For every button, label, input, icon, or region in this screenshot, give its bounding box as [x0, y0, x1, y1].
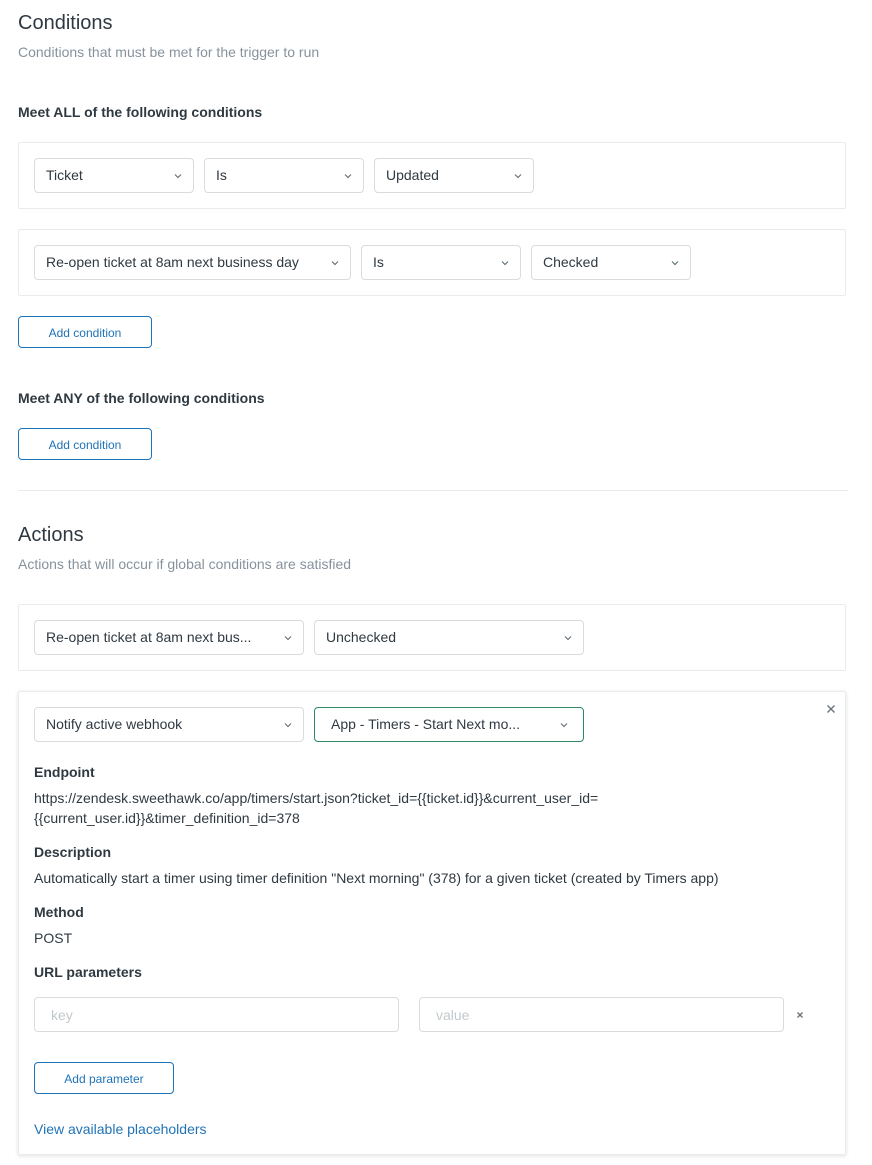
remove-action-button[interactable] [823, 701, 839, 717]
select-value: Is [373, 254, 384, 270]
chevron-down-icon [670, 258, 680, 268]
conditions-subtitle: Conditions that must be met for the trigger to run [18, 44, 320, 60]
select-value: Re-open ticket at 8am next business day [46, 254, 299, 270]
method-label: Method [34, 904, 84, 920]
condition-row [18, 229, 846, 296]
condition-value-select[interactable] [531, 245, 691, 280]
add-any-condition-button[interactable]: Add condition [18, 428, 152, 460]
condition-operator-select[interactable] [204, 158, 364, 193]
condition-value-select[interactable] [374, 158, 534, 193]
condition-field-select[interactable] [34, 158, 194, 193]
section-divider [18, 490, 848, 491]
close-icon [823, 701, 839, 717]
add-parameter-button[interactable]: Add parameter [34, 1062, 174, 1094]
action-row [18, 604, 846, 671]
chevron-down-icon [513, 171, 523, 181]
method-value: POST [34, 930, 73, 946]
select-value: Ticket [46, 167, 83, 183]
condition-field-select[interactable] [34, 245, 351, 280]
remove-param-button[interactable] [792, 1007, 808, 1023]
endpoint-label: Endpoint [34, 764, 95, 780]
chevron-down-icon [173, 171, 183, 181]
chevron-down-icon [283, 633, 293, 643]
param-key-input[interactable] [34, 997, 399, 1032]
endpoint-url-line2: {{current_user.id}}&timer_definition_id=378 [34, 810, 300, 826]
condition-row [18, 142, 846, 209]
webhook-action-panel [18, 691, 846, 1155]
webhook-select[interactable] [314, 707, 584, 742]
condition-operator-select[interactable] [361, 245, 521, 280]
description-label: Description [34, 844, 112, 860]
conditions-title: Conditions [18, 12, 113, 34]
chevron-down-icon [559, 720, 569, 730]
url-parameters-label: URL parameters [34, 964, 142, 980]
chevron-down-icon [343, 171, 353, 181]
chevron-down-icon [330, 258, 340, 268]
select-value: Notify active webhook [46, 716, 183, 732]
meet-any-heading: Meet ANY of the following conditions [18, 390, 265, 406]
chevron-down-icon [500, 258, 510, 268]
param-value-input[interactable] [419, 997, 784, 1032]
select-value: App - Timers - Start Next mo... [331, 716, 521, 732]
action-value-select[interactable] [314, 620, 584, 655]
actions-title: Actions [18, 524, 84, 546]
select-value: Checked [543, 254, 599, 270]
add-all-condition-button[interactable]: Add condition [18, 316, 152, 348]
select-value: Is [216, 167, 227, 183]
select-value: Re-open ticket at 8am next bus... [46, 629, 252, 645]
chevron-down-icon [283, 720, 293, 730]
chevron-down-icon [563, 633, 573, 643]
select-value: Updated [386, 167, 439, 183]
description-value: Automatically start a timer using timer definition "Next morning" (378) for a given ticket (created by Timers app) [34, 870, 719, 886]
select-value: Unchecked [326, 629, 397, 645]
action-field-select[interactable] [34, 707, 304, 742]
action-field-select[interactable] [34, 620, 304, 655]
meet-all-heading: Meet ALL of the following conditions [18, 104, 263, 120]
actions-subtitle: Actions that will occur if global conditions are satisfied [18, 556, 352, 572]
close-icon [792, 1007, 808, 1023]
view-placeholders-link[interactable]: View available placeholders [34, 1121, 207, 1137]
endpoint-url-line1: https://zendesk.sweethawk.co/app/timers/start.json?ticket_id={{ticket.id}}&current_user_id= [34, 790, 599, 806]
